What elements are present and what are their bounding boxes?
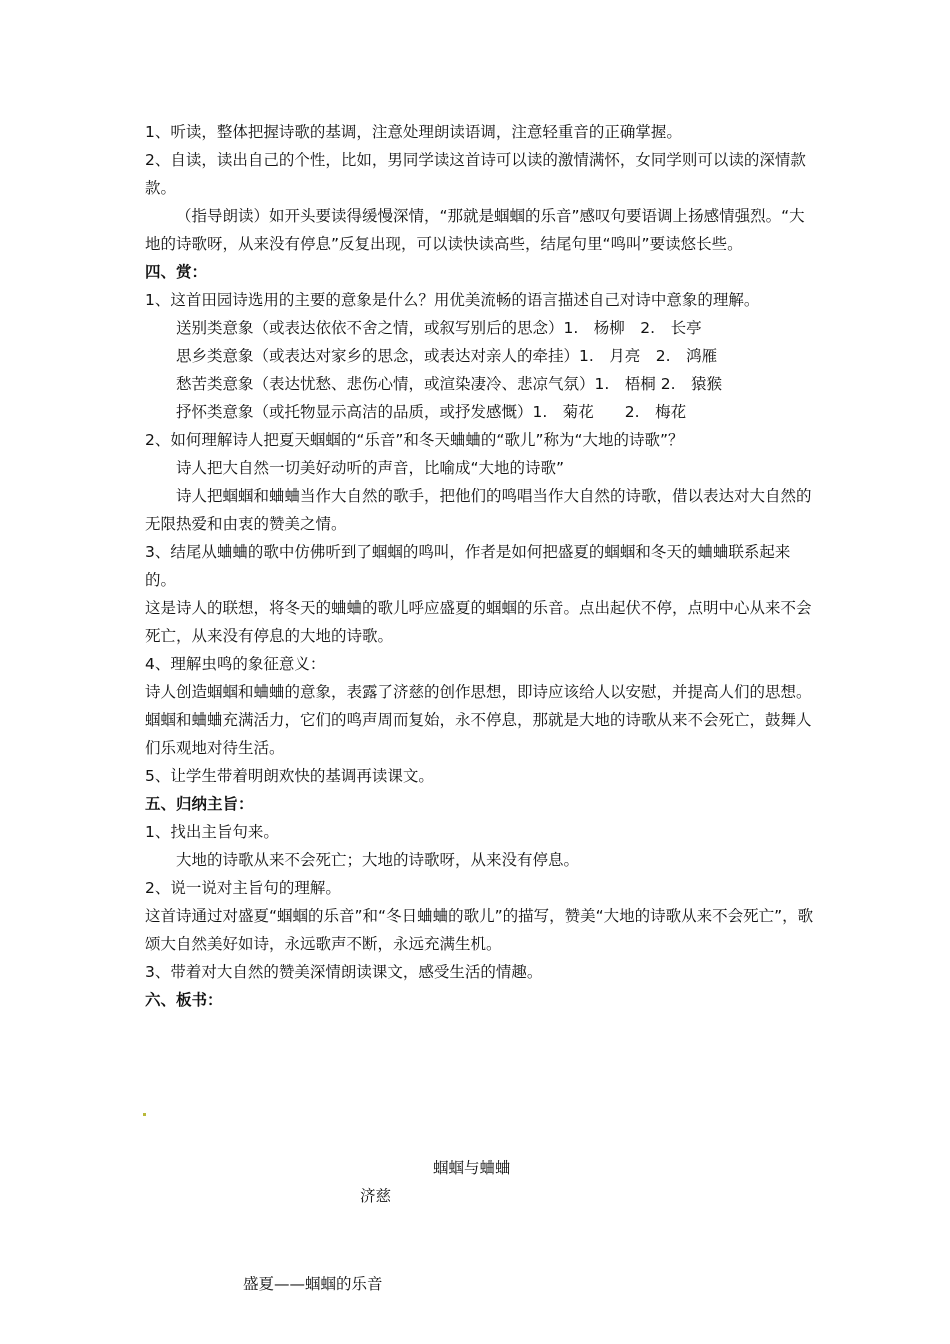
text-line: 愁苦类意象（表达忧愁、悲伤心情，或渲染凄冷、悲凉气氛）1. 梧桐 2. 猿猴 [176,375,723,393]
text-line: 3、结尾从蛐蛐的歌中仿佛听到了蝈蝈的鸣叫，作者是如何把盛夏的蝈蝈和冬天的蛐蛐联系起来的。 [145,543,791,589]
text-line: 1、这首田园诗选用的主要的意象是什么？用优美流畅的语言描述自己对诗中意象的理解。 [145,291,760,309]
text-line: 1、听读，整体把握诗歌的基调，注意处理朗读语调，注意轻重音的正确掌握。 [145,123,682,141]
text-line: 2、自读，读出自己的个性，比如，男同学读这首诗可以读的激情满怀，女同学则可以读的深情款款。 [145,151,806,197]
text-line: 诗人创造蝈蝈和蛐蛐的意象，表露了济慈的创作思想，即诗应该给人以安慰，并提高人们的思想。蝈蝈和蛐蛐充满活力，它们的鸣声周而复始，永不停息，那就是大地的诗歌从来不会死亡，鼓舞人们乐观地对待生活。 [145,683,812,757]
section-heading: 四、赏： [145,263,208,281]
text-line: 1、找出主旨句来。 [145,823,279,841]
text-line: 4、理解虫鸣的象征意义： [145,655,326,673]
text-line: 诗人把大自然一切美好动听的声音，比喻成“大地的诗歌” [176,459,565,477]
section-heading: 六、板书： [145,991,223,1009]
text-flow [145,118,817,1014]
text-line: 2、如何理解诗人把夏天蝈蝈的“乐音”和冬天蛐蛐的“歌儿”称为“大地的诗歌”？ [145,431,684,449]
text-line: 2、说一说对主旨句的理解。 [145,879,341,897]
board-title: 蝈蝈与蛐蛐 [433,1159,511,1177]
text-line: 思乡类意象（或表达对家乡的思念，或表达对亲人的牵挂）1. 月亮 2. 鸿雁 [176,347,718,365]
text-line: 这是诗人的联想，将冬天的蛐蛐的歌儿呼应盛夏的蝈蝈的乐音。点出起伏不停，点明中心从来不会死亡，从来没有停息的大地的诗歌。 [145,599,812,645]
text-line: 大地的诗歌从来不会死亡；大地的诗歌呀，从来没有停息。 [176,851,580,869]
stray-dot [143,1113,146,1116]
text-line: 3、带着对大自然的赞美深情朗读课文，感受生活的情趣。 [145,963,543,981]
text-line: 这首诗通过对盛夏“蝈蝈的乐音”和“冬日蛐蛐的歌儿”的描写，赞美“大地的诗歌从来不会死亡”，歌颂大自然美好如诗，永远歌声不断，永远充满生机。 [145,907,814,953]
board-author: 济慈 [360,1187,392,1205]
text-line: 送别类意象（或表达依依不舍之情，或叙写别后的思念）1. 杨柳 2. 长亭 [176,319,702,337]
text-line: 诗人把蝈蝈和蛐蛐当作大自然的歌手，把他们的鸣唱当作大自然的诗歌，借以表达对大自然的无限热爱和由衷的赞美之情。 [145,487,812,533]
text-line: （指导朗读）如开头要读得缓慢深情，“那就是蝈蝈的乐音”感叹句要语调上扬感情强烈。“大地的诗歌呀，从来没有停息”反复出现，可以读快读高些，结尾句里“鸣叫”要读悠长些。 [145,207,805,253]
document-body [145,118,817,1293]
section-heading: 五、归纳主旨： [145,795,254,813]
text-line: 抒怀类意象（或托物显示高洁的品质，或抒发感慨）1. 菊花 2. 梅花 [176,403,687,421]
board-line: 盛夏——蝈蝈的乐音 [243,1275,383,1293]
text-line: 5、让学生带着明朗欢快的基调再读课文。 [145,767,434,785]
